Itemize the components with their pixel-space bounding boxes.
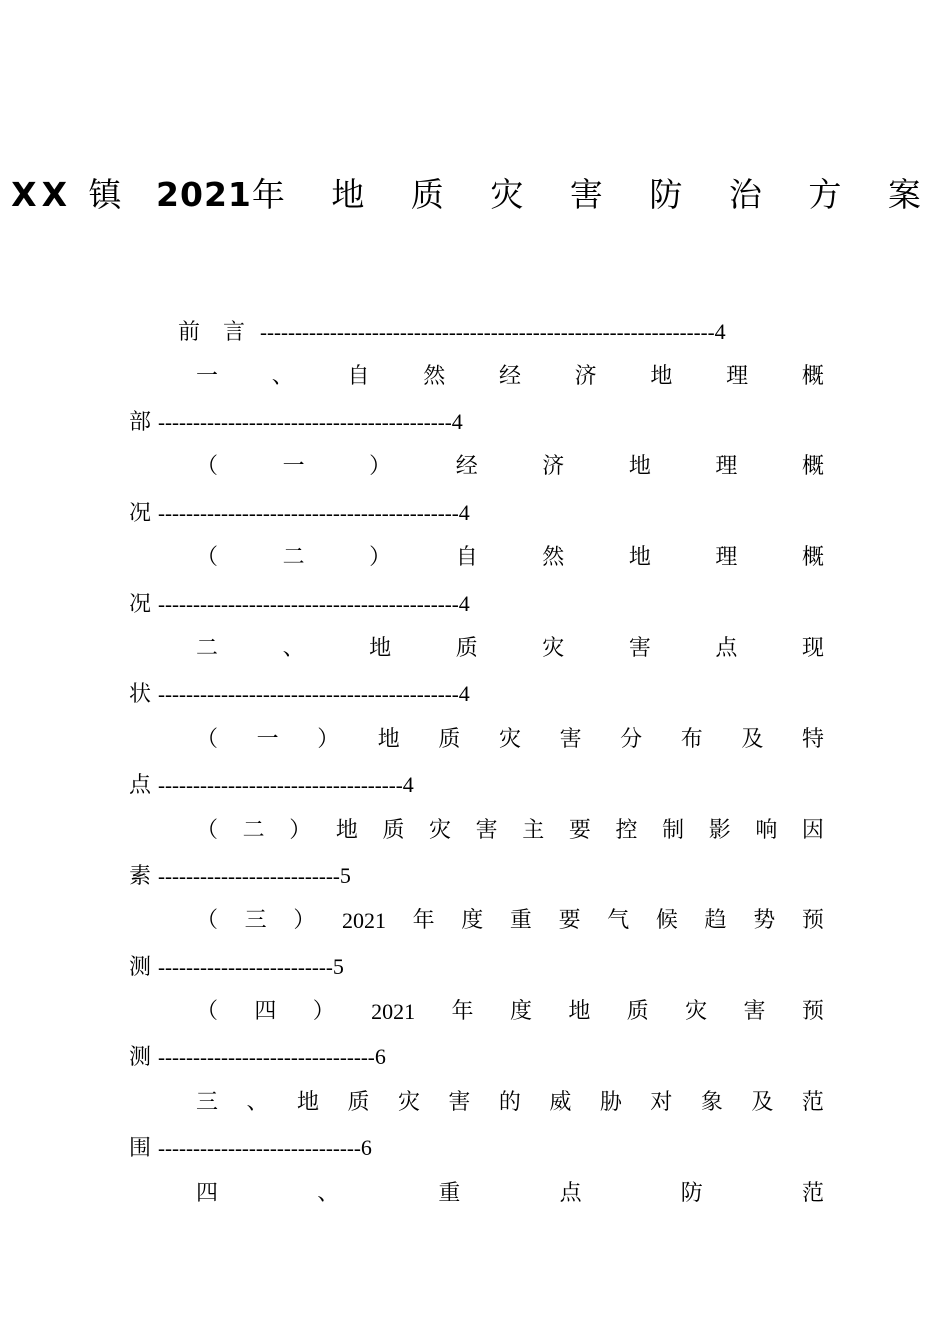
toc-char: 点 — [559, 1181, 582, 1206]
toc-char: 害 — [559, 727, 582, 752]
toc-char: 质 — [455, 636, 478, 661]
toc-char: 然 — [542, 545, 565, 570]
toc-entry-preface[interactable] — [178, 316, 726, 349]
toc-leader: ------------------------------------------- — [158, 501, 459, 525]
toc-char: 象 — [700, 1090, 723, 1115]
toc-entry-s2a-line2[interactable] — [129, 769, 414, 802]
toc-char: 一 — [196, 364, 219, 389]
toc-entry-s2c-line1[interactable] — [196, 905, 824, 937]
toc-page: 4 — [458, 591, 470, 616]
toc-char: 灾 — [542, 636, 565, 661]
toc-char: 害 — [743, 999, 766, 1024]
toc-char: 质 — [626, 999, 649, 1024]
toc-page: 5 — [339, 863, 351, 888]
toc-entry-s1a-line2[interactable] — [129, 497, 470, 530]
toc-char: 害 — [475, 818, 498, 843]
toc-char: 地 — [568, 999, 591, 1024]
toc-char: ） — [369, 545, 392, 570]
toc-char: （ — [196, 908, 219, 933]
toc-char: 害 — [628, 636, 651, 661]
toc-char: 自 — [455, 545, 478, 570]
toc-label: 部 — [129, 410, 152, 435]
toc-leader: ------------------------- — [158, 955, 333, 979]
toc-page: 4 — [714, 319, 726, 344]
toc-char: 理 — [715, 545, 738, 570]
toc-char: 地 — [628, 454, 651, 479]
toc-leader: ------------------------------------------ — [158, 410, 452, 434]
toc-label: 测 — [129, 1045, 152, 1070]
toc-entry-s1-line2[interactable] — [129, 406, 463, 439]
toc-entry-s2b-line1[interactable] — [196, 815, 824, 847]
toc-char: 威 — [549, 1090, 572, 1115]
title-year: 2021 — [156, 175, 252, 214]
toc-char: 预 — [801, 999, 824, 1024]
toc-char: 理 — [715, 454, 738, 479]
toc-char: 一 — [256, 727, 279, 752]
toc-char: 、 — [246, 1090, 269, 1115]
toc-char: 要 — [558, 908, 581, 933]
title-prefix: XX — [11, 175, 73, 214]
toc-char: 二 — [242, 818, 265, 843]
toc-char: 制 — [662, 818, 685, 843]
toc-entry-s2c-line2[interactable] — [129, 951, 344, 984]
toc-char: 影 — [708, 818, 731, 843]
toc-char: 经 — [455, 454, 478, 479]
toc-entry-s1b-line1[interactable] — [196, 542, 824, 574]
toc-leader: ----------------------------------- — [158, 773, 403, 797]
toc-char: ） — [317, 727, 340, 752]
toc-leader: -------------------------- — [158, 864, 340, 888]
toc-char: 概 — [801, 454, 824, 479]
toc-entry-s2d-line1[interactable] — [196, 996, 824, 1028]
toc-entry-s2-line1[interactable] — [196, 633, 824, 665]
toc-leader: ----------------------------- — [158, 1136, 361, 1160]
toc-char: 地 — [335, 818, 358, 843]
toc-char: 现 — [801, 636, 824, 661]
toc-char: 势 — [753, 908, 776, 933]
toc-page: 6 — [374, 1044, 386, 1069]
toc-entry-s1-line1[interactable] — [196, 361, 824, 393]
toc-char: 范 — [801, 1090, 824, 1115]
toc-char: 年 — [451, 999, 474, 1024]
toc-entry-s3-line2[interactable] — [129, 1132, 372, 1165]
toc-char: 点 — [715, 636, 738, 661]
toc-char: 对 — [650, 1090, 673, 1115]
toc-label: 况 — [129, 592, 152, 617]
toc-page: 6 — [360, 1135, 372, 1160]
toc-label: 况 — [129, 501, 152, 526]
toc-leader: ----------------------------------------------------------------- — [260, 320, 715, 344]
toc-char: 气 — [607, 908, 630, 933]
toc-char: 重 — [509, 908, 532, 933]
toc-entry-s2a-line1[interactable] — [196, 724, 824, 756]
toc-leader: ------------------------------------------- — [158, 592, 459, 616]
toc-entry-s2-line2[interactable] — [129, 678, 470, 711]
title-town: 镇 — [88, 175, 140, 214]
toc-page: 5 — [332, 954, 344, 979]
toc-label: 围 — [129, 1136, 152, 1161]
toc-char: 济 — [574, 364, 597, 389]
toc-char: 地 — [296, 1090, 319, 1115]
toc-char: 害 — [448, 1090, 471, 1115]
toc-page: 4 — [458, 500, 470, 525]
title-rest: 年 地 质 灾 害 防 治 方 案 — [251, 175, 939, 214]
toc-page: 4 — [458, 681, 470, 706]
toc-char: ） — [289, 818, 312, 843]
toc-char: 质 — [347, 1090, 370, 1115]
toc-leader: ------------------------------- — [158, 1045, 375, 1069]
toc-char: 因 — [801, 818, 824, 843]
toc-entry-s2b-line2[interactable] — [129, 860, 351, 893]
toc-char: 度 — [509, 999, 532, 1024]
toc-char: 二 — [282, 545, 305, 570]
toc-char: 灾 — [685, 999, 708, 1024]
toc-char: 、 — [271, 364, 294, 389]
toc-char: 济 — [542, 454, 565, 479]
toc-char: 胁 — [599, 1090, 622, 1115]
toc-char: （ — [196, 454, 219, 479]
toc-char: 2021 — [341, 908, 386, 933]
toc-label: 前 言 — [178, 320, 253, 345]
toc-label: 测 — [129, 955, 152, 980]
toc-char: 理 — [726, 364, 749, 389]
toc-entry-s1a-line1[interactable] — [196, 451, 824, 483]
toc-char: 度 — [461, 908, 484, 933]
toc-char: 、 — [317, 1181, 340, 1206]
toc-char: ） — [293, 908, 316, 933]
toc-char: 响 — [755, 818, 778, 843]
toc-char: 三 — [244, 908, 267, 933]
toc-char: 、 — [282, 636, 305, 661]
toc-char: 及 — [741, 727, 764, 752]
toc-char: 质 — [382, 818, 405, 843]
toc-char: 地 — [377, 727, 400, 752]
toc-entry-s4-line1[interactable] — [196, 1178, 824, 1210]
toc-char: 预 — [801, 908, 824, 933]
toc-char: 一 — [282, 454, 305, 479]
toc-char: 控 — [615, 818, 638, 843]
toc-entry-s1b-line2[interactable] — [129, 588, 470, 621]
document-title — [0, 172, 950, 218]
toc-char: 四 — [196, 1181, 219, 1206]
toc-char: 二 — [196, 636, 219, 661]
toc-leader: ------------------------------------------- — [158, 682, 459, 706]
toc-char: 地 — [628, 545, 651, 570]
toc-char: （ — [196, 545, 219, 570]
toc-char: 主 — [522, 818, 545, 843]
toc-page: 4 — [451, 409, 463, 434]
toc-char: 三 — [196, 1090, 219, 1115]
toc-char: 特 — [801, 727, 824, 752]
toc-char: ） — [312, 999, 335, 1024]
toc-char: 年 — [412, 908, 435, 933]
toc-char: 质 — [438, 727, 461, 752]
toc-label: 状 — [129, 682, 152, 707]
toc-char: 布 — [680, 727, 703, 752]
toc-char: 概 — [801, 364, 824, 389]
toc-char: 灾 — [397, 1090, 420, 1115]
toc-char: （ — [196, 999, 219, 1024]
toc-char: 重 — [438, 1181, 461, 1206]
toc-char: 范 — [801, 1181, 824, 1206]
toc-char: 然 — [423, 364, 446, 389]
toc-char: 趋 — [704, 908, 727, 933]
toc-char: 四 — [254, 999, 277, 1024]
toc-char: 分 — [620, 727, 643, 752]
toc-char: 的 — [498, 1090, 521, 1115]
toc-char: 地 — [369, 636, 392, 661]
toc-char: （ — [196, 818, 219, 843]
toc-entry-s3-line1[interactable] — [196, 1087, 824, 1119]
toc-label: 素 — [129, 864, 152, 889]
toc-char: 经 — [498, 364, 521, 389]
toc-char: 防 — [680, 1181, 703, 1206]
toc-char: 概 — [801, 545, 824, 570]
toc-char: 地 — [650, 364, 673, 389]
toc-char: 要 — [568, 818, 591, 843]
toc-char: 灾 — [498, 727, 521, 752]
toc-char: 及 — [751, 1090, 774, 1115]
toc-char: ） — [369, 454, 392, 479]
toc-char: 自 — [347, 364, 370, 389]
toc-label: 点 — [129, 773, 152, 798]
toc-char: 2021 — [371, 999, 416, 1024]
toc-entry-s2d-line2[interactable] — [129, 1041, 386, 1074]
toc-char: （ — [196, 727, 219, 752]
toc-char: 灾 — [429, 818, 452, 843]
toc-page: 4 — [402, 772, 414, 797]
toc-char: 候 — [655, 908, 678, 933]
